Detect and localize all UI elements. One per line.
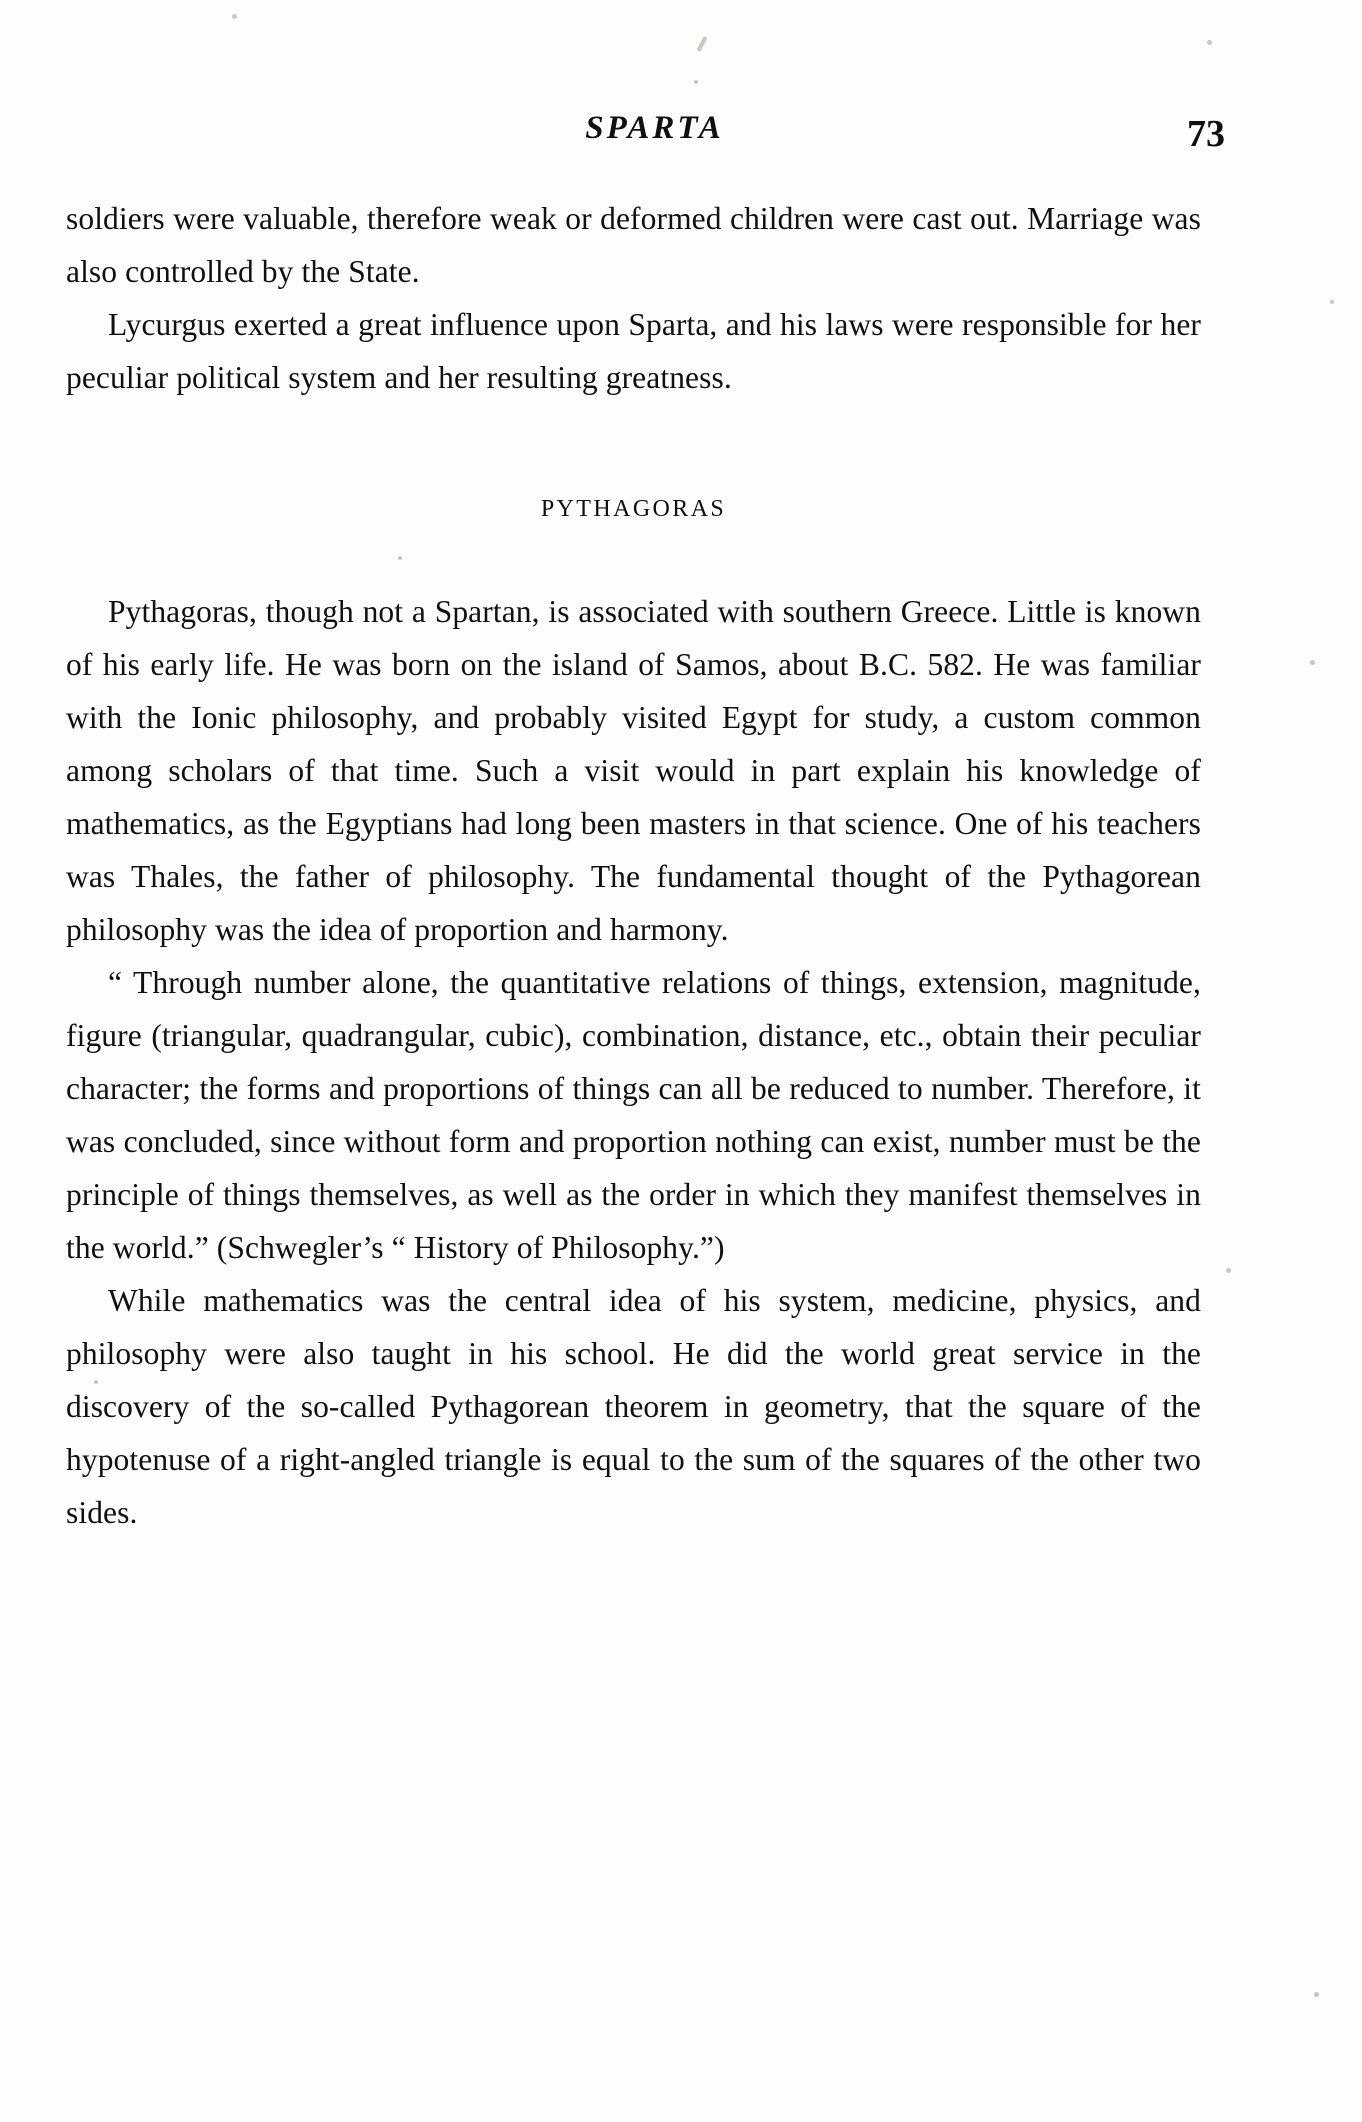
paragraph: Pythagoras, though not a Spartan, is associated with southern Greece. Little is known of his early life. He was born on the island of Samos, about B.C. 582. He was familiar with the Ionic philosophy, and probably visited Egypt for study, a custom common among scholars of that time. Such a visit would in part explain his knowledge of mathematics, as the Egyptians had long been masters in that science. One of his teachers was Thales, the father of philosophy. The fundamental thought of the Pythagorean philosophy was the idea of proportion and harmony. [66, 594, 1201, 947]
body-text [66, 192, 1201, 1539]
paragraph: “ Through number alone, the quantitative relations of things, extension, magnitude, figure (triangular, quadrangular, cubic), combination, distance, etc., obtain their peculiar character; the forms and proportions of things can all be reduced to number. Therefore, it was concluded, since without form and proportion nothing can exist, number must be the principle of things themselves, as well as the order in which they manifest themselves in the world.” (Schwegler’s “ History of Philosophy.”) [66, 965, 1201, 1265]
paper-speck [1314, 1992, 1319, 1997]
paper-speck [1310, 660, 1315, 665]
paper-speck [696, 36, 707, 52]
section-heading: PYTHAGORAS [540, 496, 727, 522]
running-head-title: SPARTA [585, 110, 724, 146]
paragraph: Lycurgus exerted a great influence upon Sparta, and his laws were responsible for her peculiar political system and her resulting greatness. [66, 307, 1201, 395]
running-head [62, 100, 1247, 172]
paper-speck [1330, 300, 1334, 304]
paper-speck [232, 14, 237, 19]
page-content [62, 100, 1247, 1539]
paper-speck [694, 80, 698, 84]
paper-speck [1207, 40, 1212, 45]
paragraph: soldiers were valuable, therefore weak or deformed children were cast out. Marriage was also controlled by the State. [66, 201, 1201, 289]
paragraph: While mathematics was the central idea of his system, medicine, physics, and philosophy were also taught in his school. He did the world great service in the discovery of the so-called Pythagorean theorem in geometry, that the square of the hypotenuse of a right-angled triangle is equal to the sum of the squares of the other two sides. [66, 1283, 1201, 1530]
page-number: 73 [1187, 113, 1225, 155]
